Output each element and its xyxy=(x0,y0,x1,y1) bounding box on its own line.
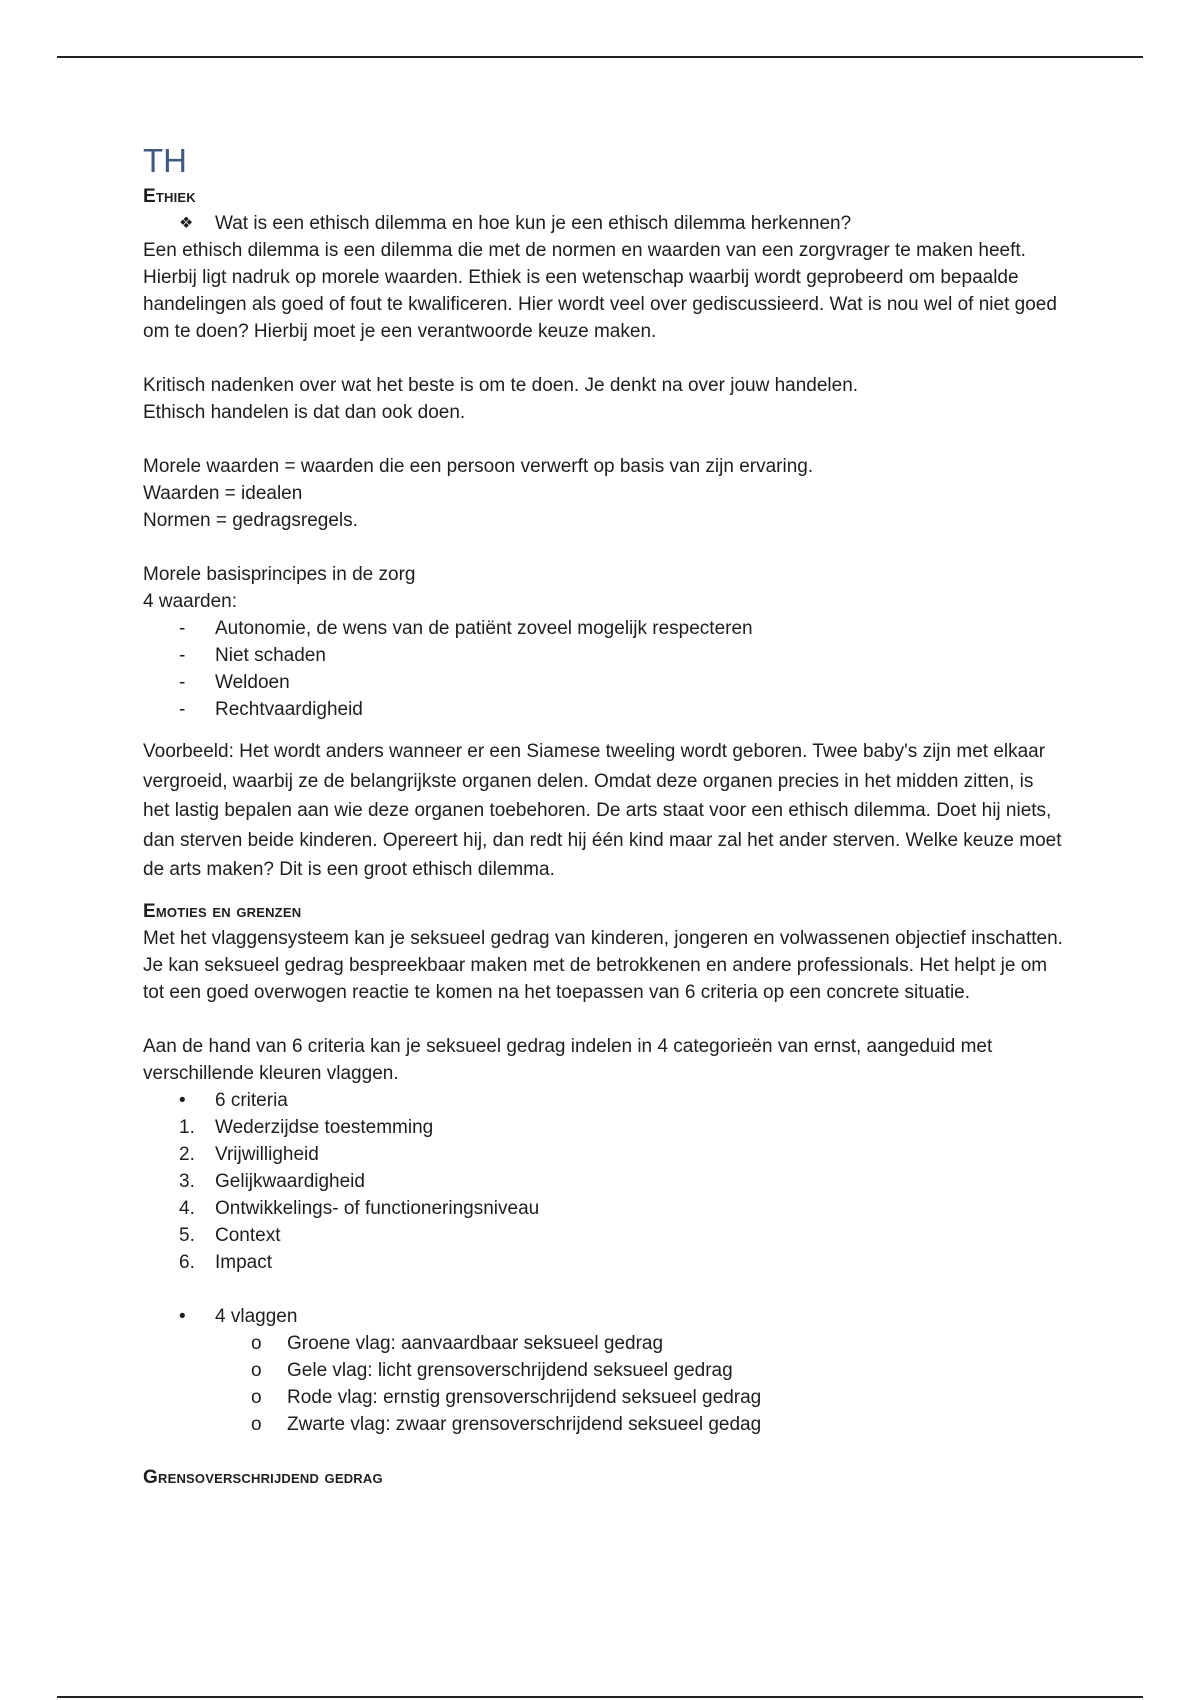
flags-label: 4 vlaggen xyxy=(215,1305,298,1327)
circle-bullet-icon: o xyxy=(251,1359,262,1381)
diamond-bullet-icon: ❖ xyxy=(179,215,194,232)
list-item xyxy=(143,615,1063,642)
flags-list xyxy=(143,1330,1063,1438)
emoties-paragraph-2: Aan de hand van 6 criteria kan je seksueel gedrag indelen in 4 categorieën van ernst, aangeduid met verschillende kleuren vlaggen. xyxy=(143,1035,993,1084)
list-number: 3. xyxy=(179,1170,195,1192)
vier-waarden-line: 4 waarden: xyxy=(143,591,238,612)
dash-bullet: - xyxy=(179,618,186,639)
circle-bullet-icon: o xyxy=(251,1413,262,1435)
list-item xyxy=(143,1168,1063,1195)
principles-list xyxy=(143,615,1063,723)
list-item-text: Context xyxy=(215,1224,281,1246)
criteria-label: 6 criteria xyxy=(215,1089,288,1111)
ethiek-paragraph-1: Een ethisch dilemma is een dilemma die met de normen en waarden van een zorgvrager te maken heeft. Hierbij ligt nadruk op morele waarden. Ethiek is een wetenschap waarbij wordt geprobeerd om bepaalde handelingen als goed of fout te kwalificeren. Hier wordt veel over gediscussieerd. Wat is nou wel of niet goed om te doen? Hierbij moet je een verantwoorde keuze maken. xyxy=(143,240,1057,342)
list-item-text: Gelijkwaardigheid xyxy=(215,1170,365,1192)
list-item xyxy=(143,1411,1063,1438)
heading-ethiek: Ethiek xyxy=(143,186,196,207)
bullet-dot: • xyxy=(179,1305,186,1327)
normen-line: Normen = gedragsregels. xyxy=(143,510,358,531)
list-item-text: Niet schaden xyxy=(215,645,326,666)
list-item-text: Autonomie, de wens van de patiënt zoveel mogelijk respecteren xyxy=(215,618,753,639)
question-item xyxy=(143,210,1063,237)
basisprincipes-line: Morele basisprincipes in de zorg xyxy=(143,564,416,585)
dash-bullet: - xyxy=(179,672,186,693)
ethiek-paragraph-2-line-2: Ethisch handelen is dat dan ook doen. xyxy=(143,402,466,423)
list-number: 5. xyxy=(179,1224,195,1246)
ethiek-paragraph-2-line-1: Kritisch nadenken over wat het beste is om te doen. Je denkt na over jouw handelen. xyxy=(143,375,859,396)
criteria-list xyxy=(143,1114,1063,1276)
document-page xyxy=(143,140,1063,1491)
list-item-text: Vrijwilligheid xyxy=(215,1143,319,1165)
list-item-text: Weldoen xyxy=(215,672,290,693)
list-item-text: Gele vlag: licht grensoverschrijdend seksueel gedrag xyxy=(287,1359,733,1381)
circle-bullet-icon: o xyxy=(251,1386,262,1408)
bullet-dot: • xyxy=(179,1089,186,1111)
list-item-text: Wederzijdse toestemming xyxy=(215,1116,434,1138)
list-item-text: Ontwikkelings- of functioneringsniveau xyxy=(215,1197,540,1219)
heading-emoties-en-grenzen: Emoties en grenzen xyxy=(143,900,302,922)
list-item xyxy=(143,1249,1063,1276)
document-title: TH xyxy=(143,142,187,179)
list-item-text: Zwarte vlag: zwaar grensoverschrijdend seksueel gedag xyxy=(287,1413,762,1435)
list-item-text: Rode vlag: ernstig grensoverschrijdend seksueel gedrag xyxy=(287,1386,762,1408)
dash-bullet: - xyxy=(179,699,186,720)
list-number: 1. xyxy=(179,1116,195,1138)
list-item xyxy=(143,1222,1063,1249)
dash-bullet: - xyxy=(179,645,186,666)
criteria-bullet xyxy=(143,1087,1063,1114)
list-item xyxy=(143,669,1063,696)
header-rule xyxy=(57,56,1143,58)
list-item-text: Groene vlag: aanvaardbaar seksueel gedrag xyxy=(287,1332,664,1354)
question-text: Wat is een ethisch dilemma en hoe kun je een ethisch dilemma herkennen? xyxy=(215,213,852,234)
list-item xyxy=(143,1195,1063,1222)
list-item xyxy=(143,1330,1063,1357)
heading-grensoverschrijdend-gedrag: Grensoverschrijdend gedrag xyxy=(143,1466,383,1488)
circle-bullet-icon: o xyxy=(251,1332,262,1354)
list-number: 2. xyxy=(179,1143,195,1165)
list-item xyxy=(143,1114,1063,1141)
flags-bullet xyxy=(143,1303,1063,1330)
emoties-paragraph-1: Met het vlaggensysteem kan je seksueel gedrag van kinderen, jongeren en volwassenen objectief inschatten. Je kan seksueel gedrag bespreekbaar maken met de betrokkenen en andere professionals. Het helpt je om tot een goed overwogen reactie te komen na het toepassen van 6 criteria op een concrete situatie. xyxy=(143,927,1063,1003)
list-item xyxy=(143,1141,1063,1168)
list-number: 6. xyxy=(179,1251,195,1273)
list-item xyxy=(143,642,1063,669)
list-item-text: Impact xyxy=(215,1251,273,1273)
list-number: 4. xyxy=(179,1197,195,1219)
list-item xyxy=(143,696,1063,723)
list-item-text: Rechtvaardigheid xyxy=(215,699,363,720)
list-item xyxy=(143,1384,1063,1411)
morele-waarden-line: Morele waarden = waarden die een persoon verwerft op basis van zijn ervaring. xyxy=(143,456,814,477)
waarden-line: Waarden = idealen xyxy=(143,483,303,504)
footer-rule xyxy=(57,1696,1143,1698)
example-paragraph: Voorbeeld: Het wordt anders wanneer er een Siamese tweeling wordt geboren. Twee baby's zijn met elkaar vergroeid, waarbij ze de belangrijkste organen delen. Omdat deze organen precies in het midden zitten, is het lastig bepalen aan wie deze organen toebehoren. De arts staat voor een ethisch dilemma. Doet hij niets, dan sterven beide kinderen. Opereert hij, dan redt hij één kind maar zal het ander sterven. Welke keuze moet de arts maken? Dit is een groot ethisch dilemma. xyxy=(143,741,1062,880)
list-item xyxy=(143,1357,1063,1384)
